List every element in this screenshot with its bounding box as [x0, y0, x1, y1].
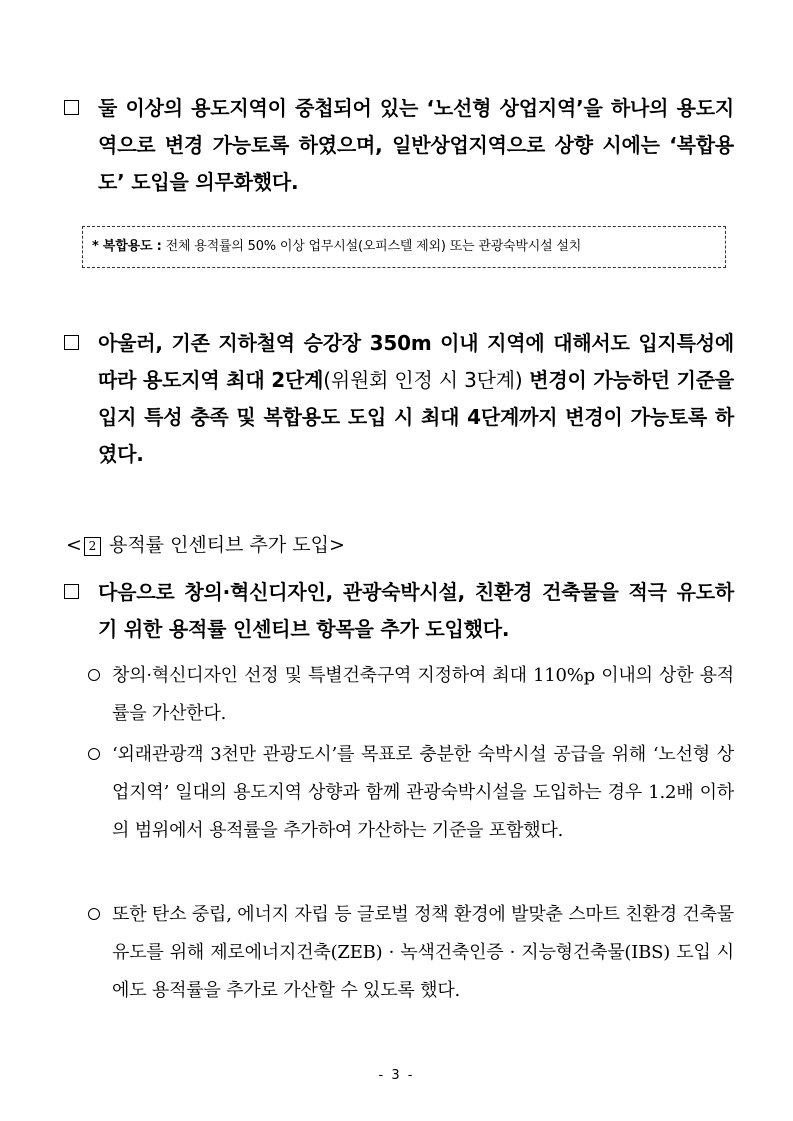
square-bullet-icon — [64, 335, 79, 350]
section-title-text: 용적률 인센티브 추가 도입> — [102, 534, 345, 556]
section-number-box: 2 — [84, 537, 101, 556]
bullet-text: 또한 탄소 중립, 에너지 자립 등 글로벌 정책 환경에 발맞춘 스마트 친환경 건축물 유도를 위해 제로에너지건축(ZEB) · 녹색건축인증 · 지능형건축물(IBS) 도입 시에도 용적률을 추가로 가산할 수 있도록 했다. — [112, 904, 734, 1001]
square-bullet-icon — [64, 584, 79, 599]
bullet-item-green-building — [88, 896, 734, 1010]
bullet-item-tourism — [88, 736, 734, 850]
note-text: 전체 용적률의 50% 이상 업무시설(오피스텔 제외) 또는 관광숙박시설 설치 — [161, 239, 582, 254]
square-bullet-icon — [64, 100, 79, 115]
section-heading — [66, 530, 345, 560]
bullet-text: 창의·혁신디자인 선정 및 특별건축구역 지정하여 최대 110%p 이내의 상한 용적률을 가산한다. — [112, 665, 734, 724]
note-label: * 복합용도 : — [92, 239, 162, 254]
paragraph-text-b: (위원회 인정 시 3단계) — [323, 368, 523, 392]
section-open-bracket: < — [66, 534, 82, 556]
paragraph-text-c: 변경이 가능하던 기준을 입지 특성 충족 및 복합용도 도입 시 최대 4단계까지 변경이 가능토록 하였다. — [98, 368, 734, 466]
paragraph-subway-area — [64, 325, 734, 473]
paragraph-zoning-change — [64, 90, 734, 201]
bullet-text: ‘외래관광객 3천만 관광도시’를 목표로 충분한 숙박시설 공급을 위해 ‘노선형 상업지역’ 일대의 용도지역 상향과 함께 관광숙박시설을 도입하는 경우 1.2배 이하의 범위에서 용적률을 추가하여 가산하는 기준을 포함했다. — [112, 744, 734, 841]
page-number: - 3 - — [378, 1068, 415, 1083]
circle-bullet-icon — [88, 669, 100, 681]
circle-bullet-icon — [88, 748, 100, 760]
circle-bullet-icon — [88, 908, 100, 920]
paragraph-text: 둘 이상의 용도지역이 중첩되어 있는 ‘노선형 상업지역’을 하나의 용도지역으로 변경 가능토록 하였으며, 일반상업지역으로 상향 시에는 ‘복합용도’ 도입을 의무화했다. — [98, 96, 734, 194]
paragraph-text: 다음으로 창의·혁신디자인, 관광숙박시설, 친환경 건축물을 적극 유도하기 위한 용적률 인센티브 항목을 추가 도입했다. — [98, 580, 734, 641]
paragraph-incentive-intro — [64, 574, 734, 648]
mixed-use-note-box — [82, 226, 726, 268]
bullet-item-design — [88, 657, 734, 733]
paragraph-text-a: 아울러, 기존 지하철역 승강장 350m 이내 지역에 대해서도 입지특성에 따라 용도지역 최대 2단계 — [98, 331, 734, 392]
paragraph-text — [64, 325, 734, 473]
